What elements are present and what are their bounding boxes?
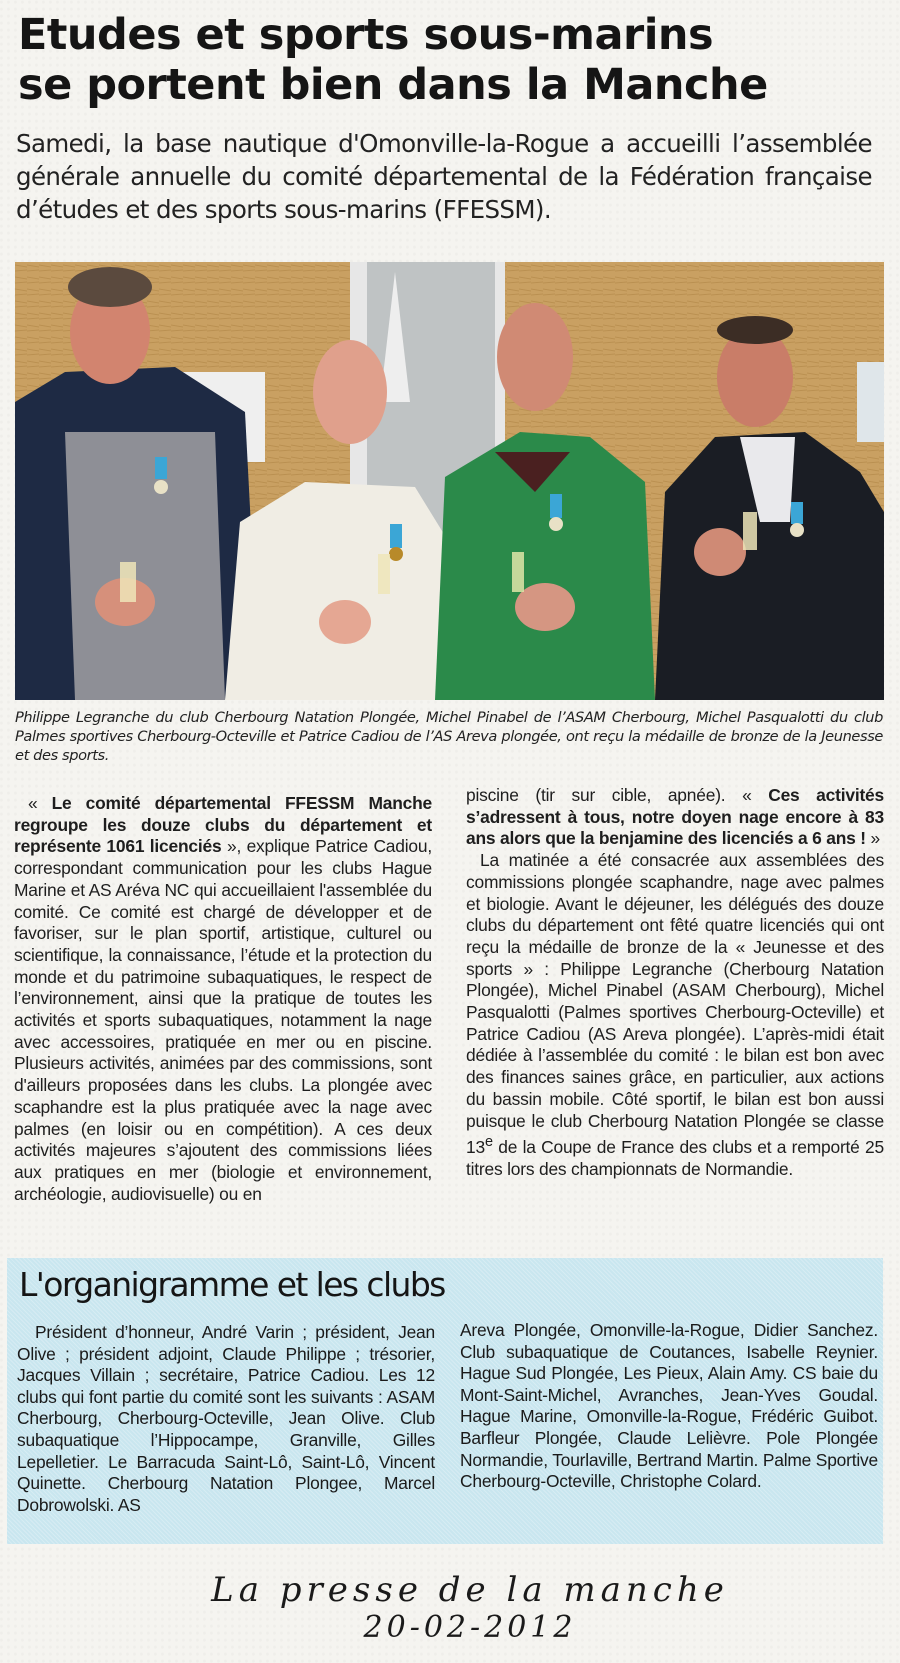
sidebar-text: Areva Plongée, Omonville-la-Rogue, Didier Sanchez. Club subaquatique de Coutances, Isabelle Reynier. Hague Sud Plongée, Les Pieux, Alain Amy. CS baie du Mont-Saint-Michel, Avranches, Jean-Yves Goudal. Hague Marine, Omonville-la-Rogue, Frédéric Guibot. Barfleur Plongée, Claude Lelièvre. Pole Plongée Normandie, Tourlaville, Bertrand Martin. Palme Sportive Cherbourg-Octeville, Christophe Colard. (460, 1320, 878, 1492)
article-column-right (466, 785, 884, 1180)
article-photo (15, 262, 884, 700)
sidebar-box-title: L'organigramme et les clubs (19, 1265, 445, 1304)
sidebar-column-left (17, 1322, 435, 1516)
article-column-left (14, 793, 432, 1205)
handwritten-source: La presse de la manche (211, 1570, 729, 1610)
pull-quote: Ces activités s’adressent à tous, notre doyen nage encore à 83 ans alors que la benjamine des licenciés a 6 ans ! (466, 785, 884, 849)
headline-line-1: Etudes et sports sous-marins (18, 10, 714, 60)
paragraph-text: de la Coupe de France des clubs et a remporté 25 titres lors des championnats de Normandie. (466, 1137, 884, 1179)
group-photo-icon (15, 262, 884, 700)
article-headline (18, 10, 888, 110)
sidebar-box (7, 1258, 883, 1544)
pull-quote: Le comité départemental FFESSM Manche regroupe les douze clubs du département et représente 1061 licenciés (14, 793, 432, 857)
paragraph-text: », explique Patrice Cadiou, correspondant communication pour les clubs Hague Marine et AS Aréva NC qui accueillaient l'assemblée du comité. Ce comité est chargé de développer et de favoriser, sur le plan sportif, artistique, culturel ou scientifique, la connaissance, l’étude et la protection du monde et du patrimoine subaquatiques, le respect de l’environnement, ainsi que la pratique de toutes les activités et sports subaquatiques, notamment la nage avec accessoires, pratiquée en mer ou en piscine. Plusieurs activités, animées par des commissions, sont d'ailleurs proposées dans les clubs. La plongée avec scaphandre est la plus pratiquée avec la nage avec palmes (en loisir ou en compétition). A ces deux activités majeures s’ajoutent des commissions liées aux pratiques en mer (biologie et environnement, archéologie, audiovisuelle) ou en (14, 836, 432, 1204)
quote-open: « (28, 793, 52, 813)
article-paragraph (14, 793, 432, 1205)
headline-line-2: se portent bien dans la Manche (18, 60, 768, 110)
article-paragraph (466, 850, 884, 1180)
paragraph-text: piscine (tir sur cible, apnée). « (466, 785, 769, 805)
article-lead: Samedi, la base nautique d'Omonville-la-Rogue a accueilli l’assemblée générale annuelle du comité départemental de la Fédération française d’études et des sports sous-marins (FFESSM). (16, 129, 872, 224)
handwritten-date: 20-02-2012 (363, 1610, 577, 1645)
paragraph-text: La matinée a été consacrée aux assemblées des commissions plongée scaphandre, nage avec palmes et biologie. Avant le déjeuner, les délégués des douze clubs du département ont fêté quatre licenciés qui ont reçu la médaille de bronze de la « Jeunesse et des sports » : Philippe Legranche (Cherbourg Natation Plongée), Michel Pinabel (ASAM Cherbourg), Michel Pasqualotti (Palmes sportives Cherbourg-Octeville) et Patrice Cadiou (AS Areva plongée). L’après-midi était dédiée à l’assemblée du comité : le bilan est bon avec des finances saines grâce, en particulier, aux actions du bassin mobile. Côté sportif, le bilan est bon aussi puisque le club Cherbourg Natation Plongée se classe 13 (466, 850, 884, 1158)
handwritten-note (200, 1570, 760, 1655)
sidebar-column-right (460, 1320, 878, 1493)
article-paragraph (466, 785, 884, 850)
ordinal-superscript: e (484, 1134, 493, 1151)
sidebar-text: Président d’honneur, André Varin ; président, Jean Olive ; président adjoint, Claude Philippe ; trésorier, Jacques Villain ; secrétaire, Patrice Cadiou. Les 12 clubs qui font partie du comité sont les suivants : ASAM Cherbourg, Cherbourg-Octeville, Jean Olive. Club subaquatique l’Hippocampe, Granville, Gilles Lepelletier. Le Barracuda Saint-Lô, Saint-Lô, Vincent Quinette. Cherbourg Natation Plongee, Marcel Dobrowolski. AS (17, 1322, 435, 1515)
quote-close: » (865, 828, 880, 849)
photo-caption: Philippe Legranche du club Cherbourg Natation Plongée, Michel Pinabel de l’ASAM Cherbourg, Michel Pasqualotti du club Palmes sportives Cherbourg-Octeville et Patrice Cadiou de l’AS Areva plongée, ont reçu la médaille de bronze de la Jeunesse et des sports. (15, 709, 883, 764)
